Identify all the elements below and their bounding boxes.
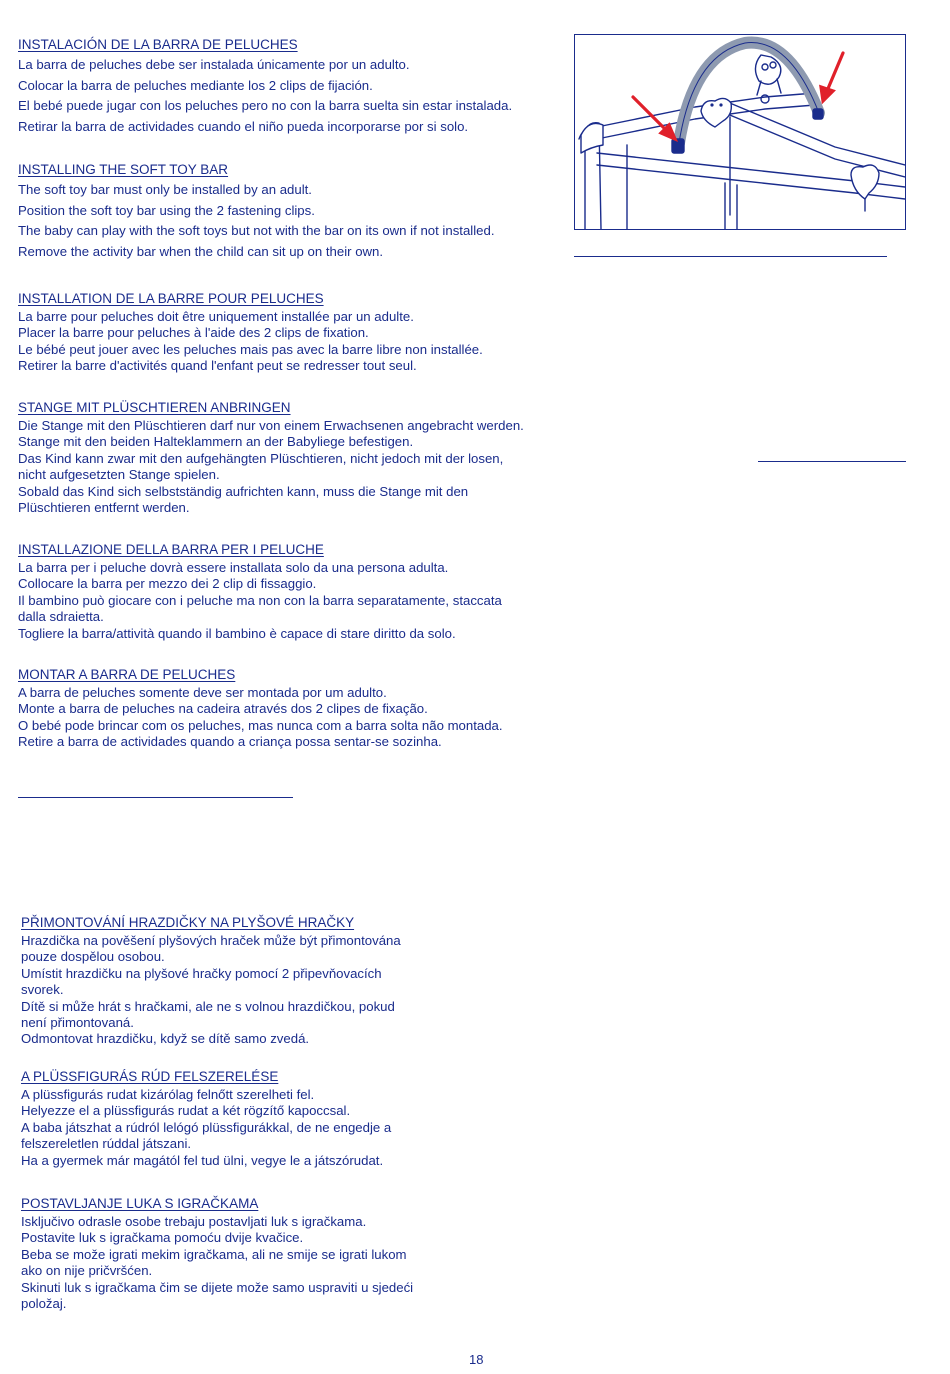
section-cs [21, 914, 401, 1048]
text-line: nicht aufgesetzten Stange spielen. [18, 467, 220, 483]
text-line: The baby can play with the soft toys but not with the bar on its own if not installed. [18, 223, 495, 238]
text-line: Retirar la barra de actividades cuando el niño pueda incorporarse por si solo. [18, 118, 469, 134]
text-line: Odmontovat hrazdičku, když se dítě samo zvedá. [21, 1031, 310, 1047]
playpen-drawing [575, 35, 905, 229]
text-line: Collocare la barra per mezzo dei 2 clip di fissaggio. [18, 576, 317, 592]
text-line: Sobald das Kind sich selbstständig aufrichten kann, muss die Stange mit den [18, 483, 469, 499]
section-hr [21, 1195, 413, 1312]
text-line: Helyezze el a plüssfigurás rudat a két rögzítő kapoccsal. [21, 1103, 351, 1119]
arrow-icon [827, 53, 843, 91]
heading-en: INSTALLING THE SOFT TOY BAR [18, 162, 229, 177]
section-fr [18, 290, 483, 375]
text-line: položaj. [21, 1296, 67, 1312]
heading-pt: MONTAR A BARRA DE PELUCHES [18, 667, 236, 682]
text-line: Stange mit den beiden Halteklammern an der Babyliege befestigen. [18, 434, 414, 450]
text-line: La barra de peluches debe ser instalada únicamente por un adulto. [18, 57, 410, 72]
text-line: Das Kind kann zwar mit den aufgehängten Plüschtieren, nicht jedoch mit der losen, [18, 450, 504, 466]
heading-cs: PŘIMONTOVÁNÍ HRAZDIČKY NA PLYŠOVÉ HRAČKY [21, 915, 355, 930]
text-line: O bebé pode brincar com os peluches, mas nunca com a barra solta não montada. [18, 717, 503, 733]
text-line: Die Stange mit den Plüschtieren darf nur von einem Erwachsenen angebracht werden. [18, 418, 524, 433]
heading-de: STANGE MIT PLÜSCHTIEREN ANBRINGEN [18, 400, 291, 415]
text-line: dalla sdraietta. [18, 609, 104, 625]
text-line: Colocar la barra de peluches mediante los 2 clips de fijación. [18, 77, 373, 93]
text-line: La barra per i peluche dovrà essere installata solo da una persona adulta. [18, 560, 449, 575]
section-en [18, 161, 494, 262]
heading-fr: INSTALLATION DE LA BARRE POUR PELUCHES [18, 291, 324, 306]
text-line: pouze dospělou osobou. [21, 949, 165, 965]
text-line: A plüssfigurás rudat kizárólag felnőtt szerelheti fel. [21, 1087, 315, 1102]
text-line: A baba játszhat a rúdról lelógó plüssfigurákkal, de ne engedje a [21, 1119, 392, 1135]
heading-es: INSTALACIÓN DE LA BARRA DE PELUCHES [18, 37, 298, 52]
text-line: Isključivo odrasle osobe trebaju postavljati luk s igračkama. [21, 1214, 367, 1229]
text-line: Retire a barra de actividades quando a criança possa sentar-se sozinha. [18, 734, 442, 750]
section-pt [18, 666, 503, 751]
text-line: El bebé puede jugar con los peluches pero no con la barra suelta sin estar instalada. [18, 98, 513, 113]
text-line: Placer la barre pour peluches à l'aide des 2 clips de fixation. [18, 325, 369, 341]
text-line: Plüschtieren entfernt werden. [18, 500, 190, 516]
text-line: Skinuti luk s igračkama čim se dijete može samo uspraviti u sjedeći [21, 1279, 414, 1295]
text-line: Beba se može igrati mekim igračkama, ali ne smije se igrati lukom [21, 1246, 407, 1262]
text-line: Ha a gyermek már magától fel tud ülni, vegye le a játszórudat. [21, 1152, 384, 1168]
text-line: Hrazdička na pověšení plyšových hraček může být přimontována [21, 933, 401, 948]
text-line: Togliere la barra/attività quando il bambino è capace di stare diritto da solo. [18, 625, 456, 641]
text-line: felszereletlen rúddal játszani. [21, 1136, 192, 1152]
text-line: svorek. [21, 982, 64, 998]
text-line: Monte a barra de peluches na cadeira através dos 2 clipes de fixação. [18, 701, 428, 717]
section-hu [21, 1068, 391, 1169]
heading-it: INSTALLAZIONE DELLA BARRA PER I PELUCHE [18, 542, 324, 557]
text-line: není přimontovaná. [21, 1015, 134, 1031]
section-es [18, 36, 512, 137]
text-line: Dítě si může hrát s hračkami, ale ne s volnou hrazdičkou, pokud [21, 998, 395, 1014]
text-line: Le bébé peut jouer avec les peluches mais pas avec la barre libre non installée. [18, 341, 483, 357]
heading-hu: A PLÜSSFIGURÁS RÚD FELSZERELÉSE [21, 1069, 279, 1084]
text-line: ako on nije pričvršćen. [21, 1263, 153, 1279]
section-it [18, 541, 502, 642]
text-line: La barre pour peluches doit être uniquement installée par un adulte. [18, 309, 414, 324]
text-line: Remove the activity bar when the child can sit up on their own. [18, 243, 384, 259]
divider-rule [574, 256, 887, 257]
soft-toy-bar-illustration [574, 34, 906, 230]
text-line: Postavite luk s igračkama pomoću dvije kvačice. [21, 1230, 304, 1246]
text-line: Retirer la barre d'activités quand l'enfant peut se redresser tout seul. [18, 358, 417, 374]
text-line: The soft toy bar must only be installed by an adult. [18, 182, 312, 197]
heading-hr: POSTAVLJANJE LUKA S IGRAČKAMA [21, 1196, 259, 1211]
text-line: Il bambino può giocare con i peluche ma non con la barra separatamente, staccata [18, 592, 502, 608]
text-line: A barra de peluches somente deve ser montada por um adulto. [18, 685, 387, 700]
divider-rule [18, 797, 293, 798]
section-de [18, 399, 524, 516]
page-number: 18 [469, 1352, 484, 1367]
text-line: Umístit hrazdičku na plyšové hračky pomocí 2 připevňovacích [21, 965, 382, 981]
text-line: Position the soft toy bar using the 2 fastening clips. [18, 202, 315, 218]
divider-rule [758, 461, 906, 462]
